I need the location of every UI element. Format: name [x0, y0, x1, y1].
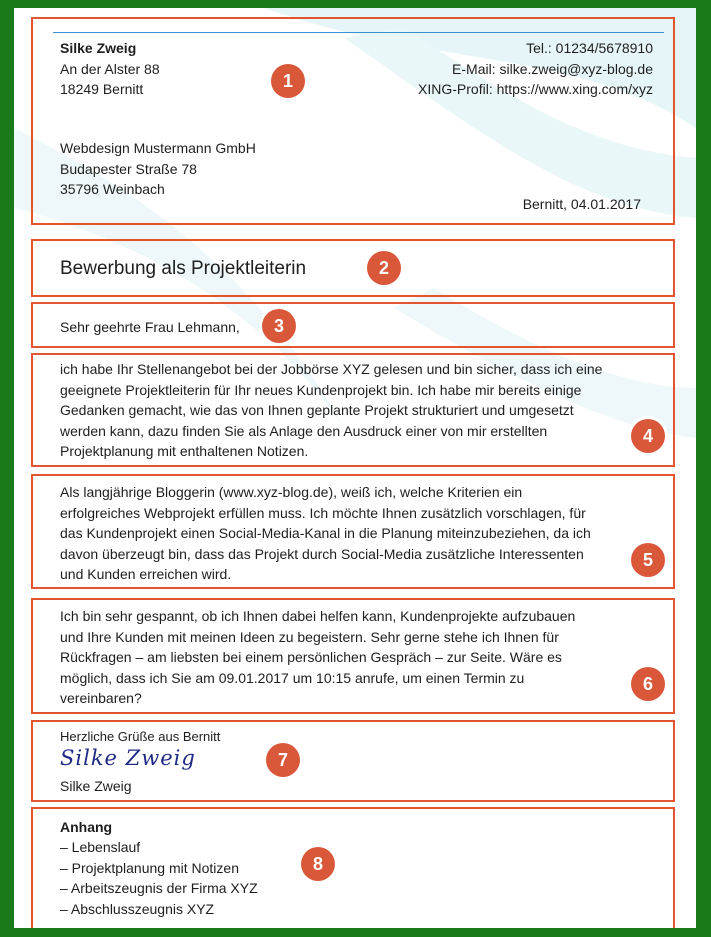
- paragraph-3-line: vereinbaren?: [60, 690, 142, 706]
- paragraph-1-line: ich habe Ihr Stellenangebot bei der Jobbörse XYZ gelesen und bin sicher, dass ich eine: [60, 361, 603, 377]
- paragraph-3-line: Rückfragen – am liebsten bei einem persönlichen Gespräch – zur Seite. Wäre es: [60, 649, 562, 665]
- paragraph-1-line: Projektplanung mit enthaltenen Notizen.: [60, 443, 309, 459]
- sender-street: An der Alster 88: [60, 61, 160, 77]
- attachment-item: – Projektplanung mit Notizen: [60, 860, 239, 876]
- attachment-item: – Abschlusszeugnis XYZ: [60, 901, 215, 917]
- paragraph-1: [60, 359, 640, 462]
- paragraph-3-block: [31, 598, 675, 714]
- paragraph-1-line: Gedanken gemacht, wie das von Ihnen geplante Projekt strukturiert und umgesetzt: [60, 402, 574, 418]
- closing-block: [31, 720, 675, 802]
- closing-name: Silke Zweig: [60, 778, 132, 794]
- subject-line: Bewerbung als Projektleiterin: [60, 258, 307, 279]
- sender-phone: Tel.: 01234/5678910: [526, 40, 653, 56]
- paragraph-3: [60, 606, 640, 709]
- salutation: Sehr geehrte Frau Lehmann,: [60, 319, 240, 335]
- header-rule: [53, 32, 664, 33]
- paragraph-1-line: werden kann, dazu finden Sie als Anlage den Ausdruck einer von mir erstellten: [60, 422, 548, 439]
- address-block: [31, 17, 675, 225]
- paragraph-2-line: erfolgreiches Webprojekt erfüllen muss. Ich möchte Ihnen zusätzlich vorschlagen, für: [60, 504, 586, 521]
- subject-block: [31, 239, 675, 297]
- paragraph-2-line: und Kunden erreichen wird.: [60, 566, 232, 582]
- sender-xing: XING-Profil: https://www.xing.com/xyz: [418, 81, 653, 97]
- sender-name: Silke Zweig: [60, 40, 137, 56]
- attachments-block: [31, 807, 675, 928]
- sender-email: E-Mail: silke.zweig@xyz-blog.de: [452, 61, 653, 77]
- badge-8: 8: [301, 847, 335, 881]
- attachment-item: – Arbeitszeugnis der Firma XYZ: [60, 880, 258, 896]
- paragraph-1-block: [31, 353, 675, 467]
- letter-page: [14, 8, 696, 928]
- letter-date: Bernitt, 04.01.2017: [522, 196, 641, 212]
- paragraph-3-line: möglich, dass ich Sie am 09.01.2017 um 10:15 anrufe, um einen Termin zu: [60, 669, 525, 686]
- badge-7: 7: [266, 743, 300, 777]
- paragraph-3-line: Ich bin sehr gespannt, ob ich Ihnen dabei helfen kann, Kundenprojekte aufzubauen: [60, 608, 576, 624]
- badge-1: 1: [271, 64, 305, 98]
- closing-greeting: Herzliche Grüße aus Bernitt: [60, 729, 221, 744]
- handwritten-signature: Silke Zweig: [60, 746, 196, 770]
- paragraph-1-line: geeignete Projektleiterin für Ihr neues Kundenprojekt bin. Ich habe mir bereits einige: [60, 381, 582, 398]
- badge-6: 6: [631, 667, 665, 701]
- salutation-block: [31, 302, 675, 348]
- paragraph-3-line: und Ihre Kunden mit meinen Ideen zu begeistern. Sehr gerne stehe ich Ihnen für: [60, 628, 559, 645]
- recipient-city: 35796 Weinbach: [60, 181, 165, 197]
- paragraph-2-line: Als langjährige Bloggerin (www.xyz-blog.de), weiß ich, welche Kriterien ein: [60, 484, 523, 500]
- badge-4: 4: [631, 419, 665, 453]
- paragraph-2-line: das Kundenprojekt einen Social-Media-Kanal in die Planung miteinzubeziehen, da ich: [60, 525, 591, 541]
- attachment-item: – Lebenslauf: [60, 839, 141, 855]
- sender-city: 18249 Bernitt: [60, 81, 144, 97]
- attachments-title: Anhang: [60, 819, 113, 835]
- paragraph-2-line: davon überzeugt bin, dass das Projekt durch Social-Media zusätzliche Interessenten: [60, 545, 584, 562]
- recipient-company: Webdesign Mustermann GmbH: [60, 140, 256, 156]
- badge-5: 5: [631, 543, 665, 577]
- paragraph-2: [60, 482, 640, 585]
- badge-2: 2: [367, 251, 401, 285]
- paragraph-2-block: [31, 474, 675, 589]
- recipient-street: Budapester Straße 78: [60, 161, 197, 177]
- badge-3: 3: [262, 309, 296, 343]
